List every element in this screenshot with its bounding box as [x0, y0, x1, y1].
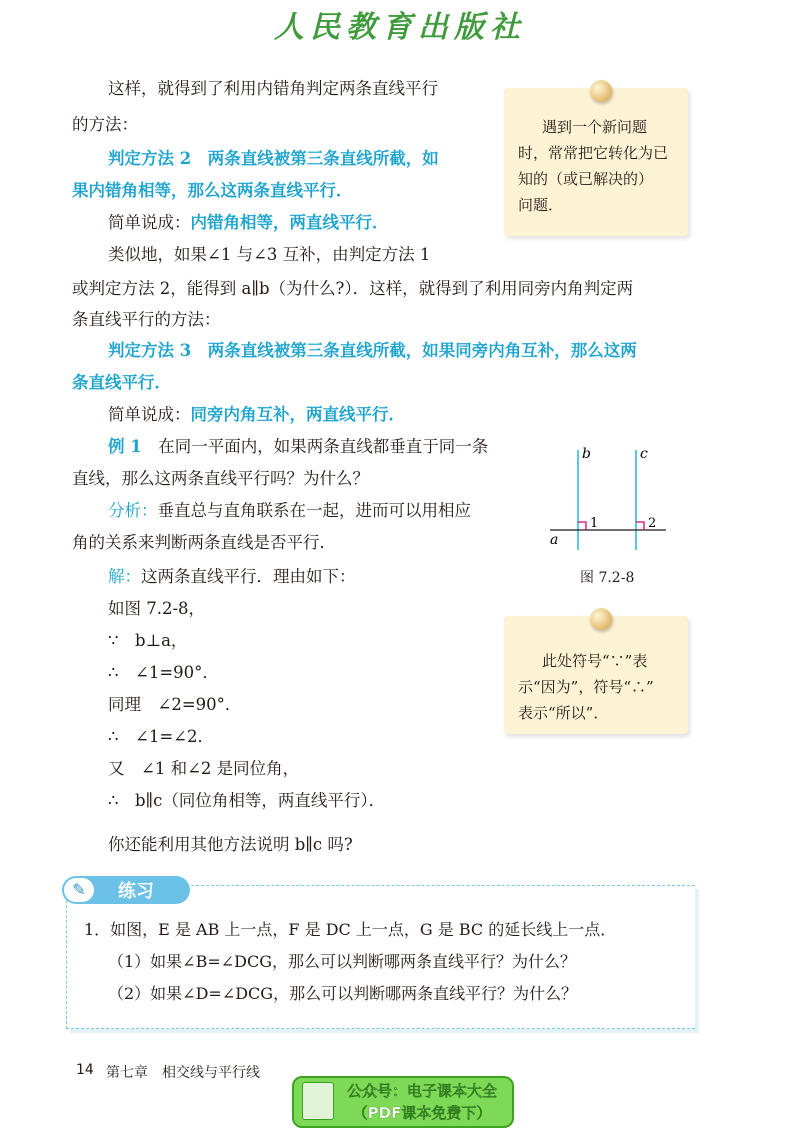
label-a: a: [550, 532, 559, 548]
method-3-line-2: 条直线平行．: [72, 373, 171, 392]
analysis-text-a: 垂直总与直角联系在一起，进而可以用相应: [157, 501, 471, 520]
pin-icon: [590, 608, 612, 630]
brief-3: [108, 398, 405, 432]
proof-line: 如图 7.2-8，: [108, 599, 206, 618]
exercise-question-1-2: （2）如果∠D=∠DCG，那么可以判断哪两条直线平行？为什么？: [108, 984, 578, 1003]
example-1-line-2: 直线，那么这两条直线平行吗？为什么？: [72, 469, 369, 488]
book-icon: [302, 1082, 334, 1120]
angle-1-label: 1: [590, 516, 599, 531]
paragraph-2a: 类似地，如果∠1 与∠3 互补，由判定方法 1: [108, 245, 431, 264]
brief-3-text: 同旁内角互补，两直线平行．: [190, 405, 405, 424]
brief-2-label: 简单说成：: [108, 213, 191, 232]
brief-3-label: 简单说成：: [108, 405, 191, 424]
follow-up-question: 你还能利用其他方法说明 b∥c 吗?: [108, 835, 353, 854]
solution-text: 这两条直线平行．理由如下：: [141, 567, 356, 586]
pencil-icon: ✎: [64, 878, 94, 902]
angle-2-label: 2: [648, 516, 657, 531]
right-angle-2: [636, 522, 644, 530]
label-b: b: [582, 446, 591, 462]
method-2-line-2: 果内错角相等，那么这两条直线平行．: [72, 181, 353, 200]
proof-line: 同理 ∠2=90°．: [108, 695, 242, 714]
note-1-line: 问题．: [518, 196, 564, 214]
example-1-text: 在同一平面内，如果两条直线都垂直于同一条: [158, 437, 489, 456]
analysis-line-2: 角的关系来判断两条直线是否平行．: [72, 533, 336, 552]
chapter-title: 第七章 相交线与平行线: [106, 1065, 260, 1081]
analysis-line-1: [108, 494, 471, 528]
method-2-line-1: 判定方法 2 两条直线被第三条直线所截，如: [108, 149, 439, 168]
note-2-line: 表示“所以”．: [518, 704, 609, 722]
margin-note-1: [504, 88, 688, 236]
publisher-logo: 人民教育出版社: [274, 10, 526, 45]
exercise-title: 练习: [118, 881, 154, 902]
label-c: c: [640, 446, 648, 462]
paragraph-1b: 的方法：: [72, 115, 138, 134]
figure-caption: 图 7.2-8: [580, 570, 635, 586]
proof-line: ∴ ∠1=∠2．: [108, 727, 214, 746]
brief-2: [108, 206, 389, 240]
note-1-line: 知的（或已解决的）: [518, 170, 654, 188]
banner-line-2: （PDF课本免费下）: [352, 1104, 492, 1122]
example-1-label: 例 1: [108, 437, 142, 456]
figure-7-2-8: [540, 440, 680, 590]
exercise-question-1-1: （1）如果∠B=∠DCG，那么可以判断哪两条直线平行？为什么？: [108, 952, 577, 971]
example-1-line-1: [108, 430, 488, 464]
proof-line: ∵ b⊥a，: [108, 631, 188, 650]
analysis-label: 分析：: [108, 501, 158, 520]
note-2-line: 此处符号“∵”表: [542, 652, 648, 670]
note-1-line: 遇到一个新问题: [542, 118, 648, 136]
paragraph-2b: 或判定方法 2，能得到 a∥b（为什么?）．这样，就得到了利用同旁内角判定两: [72, 279, 634, 298]
exercise-question-1: 1．如图，E 是 AB 上一点，F 是 DC 上一点，G 是 BC 的延长线上一点．: [84, 920, 617, 939]
proof-line: ∴ ∠1=90°．: [108, 663, 219, 682]
page-number: 14: [76, 1062, 94, 1078]
paragraph-1a: 这样，就得到了利用内错角判定两条直线平行: [108, 79, 438, 98]
proof-line: 又 ∠1 和∠2 是同位角，: [108, 759, 300, 778]
note-2-line: 示“因为”，符号“∴”: [518, 678, 654, 696]
method-3-line-1: 判定方法 3 两条直线被第三条直线所截，如果同旁内角互补，那么这两: [108, 341, 637, 360]
right-angle-1: [578, 522, 586, 530]
margin-note-2: [504, 616, 688, 734]
pin-icon: [590, 80, 612, 102]
banner-line-1: 公众号：电子课本大全: [346, 1082, 497, 1100]
solution-line: [108, 560, 356, 594]
solution-label: 解：: [108, 567, 141, 586]
note-1-line: 时，常常把它转化为已: [518, 144, 669, 162]
brief-2-text: 内错角相等，两直线平行．: [190, 213, 389, 232]
proof-line: ∴ b∥c（同位角相等，两直线平行）．: [108, 791, 386, 810]
paragraph-2c: 条直线平行的方法：: [72, 310, 221, 329]
